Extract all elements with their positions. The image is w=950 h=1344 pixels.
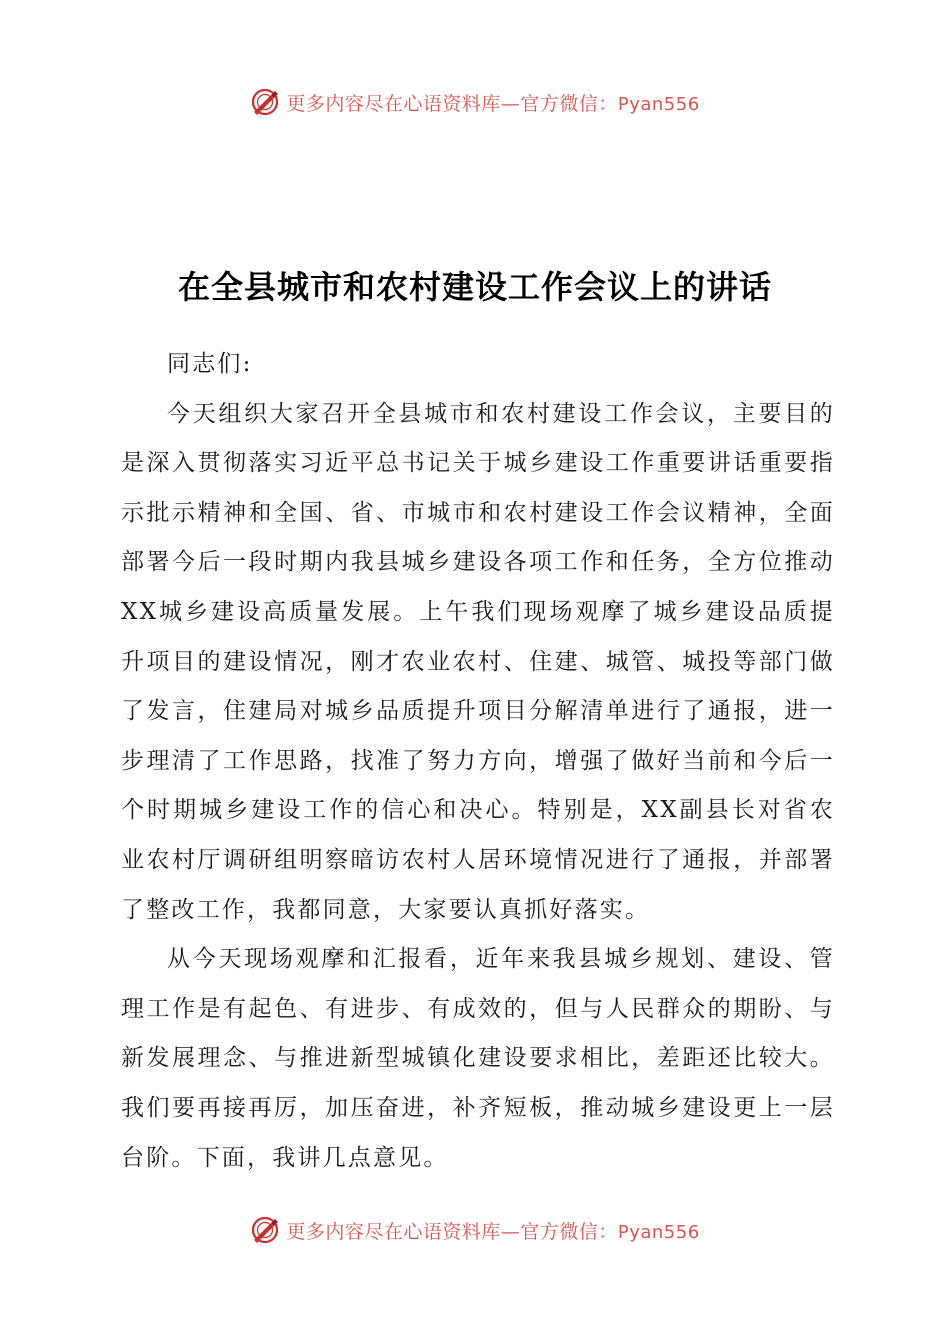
paragraph-1: 今天组织大家召开全县城市和农村建设工作会议，主要目的是深入贯彻落实习近平总书记关于城乡建设工作重要讲话重要指示批示精神和全国、省、市城市和农村建设工作会议精神，全面部署今后一段时期内我县城乡建设各项工作和任务，全方位推动XX城乡建设高质量发展。上午我们现场观摩了城乡建设品质提升项目的建设情况，刚才农业农村、住建、城管、城投等部门做了发言，住建局对城乡品质提升项目分解清单进行了通报，进一步理清了工作思路，找准了努力方向，增强了做好当前和今后一个时期城乡建设工作的信心和决心。特别是，XX副县长对省农业农村厅调研组明察暗访农村人居环境情况进行了通报，并部署了整改工作，我都同意，大家要认真抓好落实。 xyxy=(121,400,835,923)
salutation: 同志们: xyxy=(167,351,253,377)
document-title: 在全县城市和农村建设工作会议上的讲话 xyxy=(177,268,772,306)
header-watermark xyxy=(0,82,950,122)
footer-watermark-text xyxy=(286,1217,699,1244)
paragraph-2: 从今天现场观摩和汇报看，近年来我县城乡规划、建设、管理工作是有起色、有进步、有成效的，但与人民群众的期盼、与新发展理念、与推进新型城镇化建设要求相比，差距还比较大。我们要再接再厉，加压奋进，补齐短板，推动城乡建设更上一层台阶。下面，我讲几点意见。 xyxy=(121,946,835,1171)
document-body xyxy=(121,340,835,1183)
pen-circle-logo-icon xyxy=(250,1215,280,1245)
footer-watermark xyxy=(0,1210,950,1250)
pen-circle-logo-icon xyxy=(250,87,280,117)
header-watermark-text xyxy=(286,89,699,116)
footer-watermark-id: Pyan556 xyxy=(617,1221,700,1243)
footer-watermark-cn: 更多内容尽在心语资料库—官方微信： xyxy=(286,1220,618,1243)
header-watermark-cn: 更多内容尽在心语资料库—官方微信： xyxy=(286,92,618,115)
header-watermark-id: Pyan556 xyxy=(617,93,700,115)
